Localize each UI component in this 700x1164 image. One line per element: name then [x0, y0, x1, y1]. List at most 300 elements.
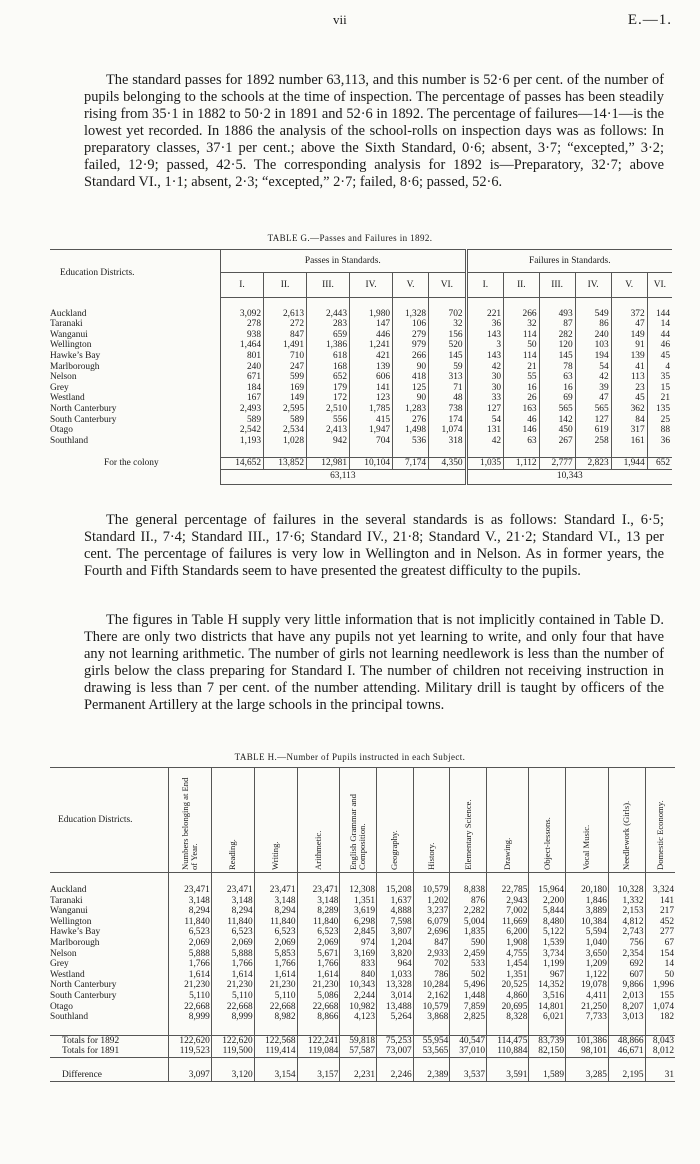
subject-cell: 10,579: [413, 885, 450, 896]
total-cell: 101,386: [566, 1035, 609, 1046]
failures-cell: 55: [504, 372, 540, 383]
subject-cell: 277: [645, 927, 675, 938]
failures-cell: 14: [647, 319, 672, 330]
failures-cell: 46: [647, 340, 672, 351]
subject-cell: 2,244: [340, 991, 377, 1002]
subject-cell: 8,999: [211, 1012, 254, 1023]
total-cell: 59,818: [340, 1035, 377, 1046]
district-name: North Canterbury: [50, 403, 117, 414]
failures-cell: 47: [575, 393, 611, 404]
table-row-totals-1892: [50, 1035, 675, 1046]
subject-cell: 2,013: [608, 991, 645, 1002]
table-row: [50, 436, 672, 447]
table-h-header-row: [50, 768, 675, 873]
subject-cell: 23,471: [297, 885, 340, 896]
district-name: Taranaki: [50, 319, 83, 330]
subject-cell: 1,835: [450, 927, 487, 938]
table-row-totals-1891: [50, 1046, 675, 1057]
total-cell: 75,253: [377, 1035, 414, 1046]
total-cell: 83,739: [529, 1035, 566, 1046]
passes-cell: 1,947: [350, 425, 393, 436]
paragraph-table-h: The figures in Table H supply very little information that is not implicitly contained in Table D. There are only two districts that have any pupils not yet learning to write, and only four that have any not learning arithmetic. The number of girls not learning needlework is less than the number of girls below the class preparing for Standard I. The number of children not receiving instruction in drawing is less than 7 per cent. of the number attending. Military drill is taught by officers of the Permanent Artillery at the large schools in the principal towns.: [84, 612, 664, 713]
failures-cell: 194: [575, 351, 611, 362]
column-header-label: Drawing.: [502, 837, 513, 870]
passes-cell: 1,498: [393, 425, 429, 436]
passes-cell: 240: [221, 362, 264, 373]
subject-cell: 22,668: [211, 1002, 254, 1013]
table-row: [50, 404, 672, 415]
district-name: Grey: [50, 959, 69, 970]
district-name: Nelson: [50, 372, 77, 383]
column-header: [211, 768, 254, 873]
district-name: Taranaki: [50, 895, 83, 906]
failures-cell: 15: [647, 383, 672, 394]
subject-cell: 8,294: [211, 906, 254, 917]
failures-cell: 42: [466, 436, 504, 447]
column-header-label: Needlework (Girls).: [621, 800, 632, 870]
subject-cell: 5,594: [566, 927, 609, 938]
failures-cell: 87: [539, 319, 575, 330]
subject-cell: 4,860: [487, 991, 529, 1002]
subject-cell: 14: [645, 959, 675, 970]
subject-cell: 1,637: [377, 896, 414, 907]
table-row-difference: [50, 1070, 675, 1081]
failures-cell: 113: [611, 372, 647, 383]
subject-cell: 11,669: [487, 917, 529, 928]
district-name: Otago: [50, 1001, 73, 1012]
subject-cell: 8,294: [169, 906, 212, 917]
district-name: Wellington: [50, 340, 92, 351]
subject-cell: 21,250: [566, 1002, 609, 1013]
subject-cell: 13,328: [377, 980, 414, 991]
document-code: E.—1.: [627, 12, 672, 28]
failures-cell: 63: [539, 372, 575, 383]
passes-cell: 738: [429, 404, 467, 415]
subject-cell: 8,982: [254, 1012, 297, 1023]
total-cell: 82,150: [529, 1046, 566, 1057]
column-header: [169, 768, 212, 873]
failures-cell: 221: [466, 309, 504, 320]
failures-cell: 42: [466, 362, 504, 373]
district-name: Otago: [50, 425, 73, 436]
table-row: [50, 415, 672, 426]
passes-cell: 266: [393, 351, 429, 362]
subject-cell: 6,021: [529, 1012, 566, 1023]
difference-cell: 3,591: [487, 1070, 529, 1081]
passes-cell: 536: [393, 436, 429, 447]
totals-1891-label: Totals for 1891: [50, 1046, 169, 1057]
subject-cell: 23,471: [254, 885, 297, 896]
subject-cell: 15,964: [529, 885, 566, 896]
subject-cell: 12,308: [340, 885, 377, 896]
passes-cell: 589: [221, 415, 264, 426]
failures-cell: 146: [504, 425, 540, 436]
total-cell: 55,954: [413, 1035, 450, 1046]
passes-cell: 106: [393, 319, 429, 330]
passes-cell: 421: [350, 351, 393, 362]
table-row: [50, 383, 672, 394]
table-row: [50, 372, 672, 383]
subject-cell: 8,866: [297, 1012, 340, 1023]
subject-cell: 3,013: [608, 1012, 645, 1023]
subject-cell: 10,343: [340, 980, 377, 991]
failures-cell: 372: [611, 309, 647, 320]
passes-cell: 145: [429, 351, 467, 362]
passes-cell: 704: [350, 436, 393, 447]
district-name: North Canterbury: [50, 980, 117, 991]
table-g-passes-header: Passes in Standards.: [221, 250, 467, 273]
column-header-label: Object-lessons.: [541, 817, 552, 870]
failures-cell: 86: [575, 319, 611, 330]
passes-cell: 147: [350, 319, 393, 330]
failures-cell: 145: [539, 351, 575, 362]
total-failures: 10,343: [466, 469, 672, 484]
table-h: [50, 767, 675, 1082]
district-name: Auckland: [50, 308, 87, 319]
table-h-district-header: Education Districts.: [50, 768, 169, 873]
subject-cell: 1,351: [487, 970, 529, 981]
subject-cell: 2,200: [529, 896, 566, 907]
subject-cell: 1,766: [297, 959, 340, 970]
failures-cell: 565: [575, 404, 611, 415]
subject-cell: 4,812: [608, 917, 645, 928]
subject-cell: 702: [413, 959, 450, 970]
passes-cell: 2,595: [264, 404, 307, 415]
subject-cell: 2,943: [487, 896, 529, 907]
failures-cell: 114: [504, 351, 540, 362]
district-name: Wanganui: [50, 906, 88, 917]
passes-cell: 589: [264, 415, 307, 426]
table-g-failures-header: Failures in Standards.: [466, 250, 672, 273]
subject-cell: 10,384: [566, 917, 609, 928]
subject-cell: 22,668: [254, 1002, 297, 1013]
failures-cell: 143: [466, 351, 504, 362]
failures-cell: 149: [611, 330, 647, 341]
failures-cell: 54: [575, 362, 611, 373]
table-g-standard-header: IV.: [350, 273, 393, 298]
failures-cell: 163: [504, 404, 540, 415]
subject-cell: 3,148: [254, 896, 297, 907]
subject-cell: 155: [645, 991, 675, 1002]
subject-cell: 3,807: [377, 927, 414, 938]
table-row: [50, 885, 675, 896]
column-header-label: Numbers belonging at End of Year.: [179, 777, 199, 870]
passes-cell: 652: [307, 372, 350, 383]
failures-cell: 120: [539, 340, 575, 351]
district-name: Wellington: [50, 916, 92, 927]
failures-cell: 39: [575, 383, 611, 394]
colony-failures-cell: 1,112: [504, 457, 540, 469]
table-g-standard-header: I.: [466, 273, 504, 298]
passes-cell: 556: [307, 415, 350, 426]
subject-cell: 5,110: [169, 991, 212, 1002]
subject-cell: 5,086: [297, 991, 340, 1002]
subject-cell: 2,459: [450, 949, 487, 960]
failures-cell: 36: [466, 319, 504, 330]
passes-cell: 32: [429, 319, 467, 330]
failures-cell: 4: [647, 362, 672, 373]
total-cell: 37,010: [450, 1046, 487, 1057]
district-name: Southland: [50, 1012, 89, 1023]
failures-cell: 619: [575, 425, 611, 436]
passes-cell: 2,493: [221, 404, 264, 415]
subject-cell: 22,668: [169, 1002, 212, 1013]
failures-cell: 21: [647, 393, 672, 404]
subject-cell: 840: [340, 970, 377, 981]
failures-cell: 35: [647, 372, 672, 383]
failures-cell: 266: [504, 309, 540, 320]
table-row: [50, 362, 672, 373]
column-header: [487, 768, 529, 873]
failures-cell: 127: [575, 415, 611, 426]
district-name: South Canterbury: [50, 414, 117, 425]
total-cell: 122,620: [169, 1035, 212, 1046]
total-cell: 98,101: [566, 1046, 609, 1057]
subject-cell: 23,471: [211, 885, 254, 896]
subject-cell: 8,328: [487, 1012, 529, 1023]
passes-cell: 139: [350, 362, 393, 373]
subject-cell: 756: [608, 938, 645, 949]
subject-cell: 1,040: [566, 938, 609, 949]
subject-cell: 5,122: [529, 927, 566, 938]
paragraph-passes: The standard passes for 1892 number 63,113, and this number is 52·6 per cent. of the number of pupils belonging to the schools at the time of inspection. The percentage of passes has been steadily rising from 35·1 in 1882 to 50·2 in 1891 and 52·6 in 1892. The percentage of failures—14·1—is the lowest yet recorded. In 1886 the analysis of the school-rolls on inspection days was as follows: In preparatory classes, 37·1 per cent.; above the Sixth Standard, 0·6; absent, 3·7; “excepted,” 3·2; failed, 12·9; passed, 42·5. The corresponding analysis for 1892 is—Preparatory, 32·7; above Standard VI., 1·1; absent, 2·3; “excepted,” 2·7; failed, 8·6; passed, 52·6.: [84, 72, 664, 190]
table-row: [50, 393, 672, 404]
subject-cell: 3,014: [377, 991, 414, 1002]
failures-cell: 161: [611, 436, 647, 447]
subject-cell: 3,169: [340, 949, 377, 960]
passes-cell: 141: [350, 383, 393, 394]
colony-failures-cell: 2,777: [539, 457, 575, 469]
passes-cell: 659: [307, 330, 350, 341]
subject-cell: 1,204: [377, 938, 414, 949]
total-cell: 46,671: [608, 1046, 645, 1057]
subject-cell: 7,598: [377, 917, 414, 928]
table-row: [50, 927, 675, 938]
subject-cell: 22,668: [297, 1002, 340, 1013]
subject-cell: 20,180: [566, 885, 609, 896]
subject-cell: 21,230: [211, 980, 254, 991]
difference-cell: 3,154: [254, 1070, 297, 1081]
column-header-label: Writing.: [270, 841, 281, 870]
subject-cell: 833: [340, 959, 377, 970]
subject-cell: 3,889: [566, 906, 609, 917]
total-passes: 63,113: [221, 469, 467, 484]
total-cell: 110,884: [487, 1046, 529, 1057]
district-name: Nelson: [50, 948, 77, 959]
subject-cell: 1,766: [169, 959, 212, 970]
subject-cell: 154: [645, 949, 675, 960]
passes-cell: 599: [264, 372, 307, 383]
subject-cell: 3,148: [169, 896, 212, 907]
subject-cell: 22,785: [487, 885, 529, 896]
failures-cell: 47: [611, 319, 647, 330]
subject-cell: 452: [645, 917, 675, 928]
difference-cell: 2,246: [377, 1070, 414, 1081]
table-g-standard-header: V.: [611, 273, 647, 298]
table-g-standard-header: VI.: [429, 273, 467, 298]
subject-cell: 14,352: [529, 980, 566, 991]
column-header: [340, 768, 377, 873]
table-row: [50, 991, 675, 1002]
subject-cell: 14,801: [529, 1002, 566, 1013]
subject-cell: 6,523: [169, 927, 212, 938]
subject-cell: 1,846: [566, 896, 609, 907]
subject-cell: 1,033: [377, 970, 414, 981]
subject-cell: 8,999: [169, 1012, 212, 1023]
subject-cell: 11,840: [169, 917, 212, 928]
district-name: Hawke’s Bay: [50, 350, 101, 361]
subject-cell: 5,671: [297, 949, 340, 960]
subject-cell: 2,743: [608, 927, 645, 938]
total-cell: 8,043: [645, 1035, 675, 1046]
failures-cell: 16: [504, 383, 540, 394]
subject-cell: 5,264: [377, 1012, 414, 1023]
subject-cell: 5,110: [211, 991, 254, 1002]
subject-cell: 5,888: [169, 949, 212, 960]
failures-cell: 45: [647, 351, 672, 362]
district-name: Westland: [50, 393, 85, 404]
failures-cell: 258: [575, 436, 611, 447]
subject-cell: 2,162: [413, 991, 450, 1002]
passes-cell: 1,386: [307, 340, 350, 351]
passes-cell: 710: [264, 351, 307, 362]
failures-cell: 50: [504, 340, 540, 351]
subject-cell: 2,069: [254, 938, 297, 949]
subject-cell: 2,282: [450, 906, 487, 917]
total-cell: 122,568: [254, 1035, 297, 1046]
total-cell: 119,523: [169, 1046, 212, 1057]
passes-cell: 671: [221, 372, 264, 383]
difference-cell: 3,157: [297, 1070, 340, 1081]
passes-cell: 313: [429, 372, 467, 383]
district-name: Westland: [50, 969, 85, 980]
failures-cell: 3: [466, 340, 504, 351]
failures-cell: 25: [647, 415, 672, 426]
passes-cell: 272: [264, 319, 307, 330]
subject-cell: 50: [645, 970, 675, 981]
total-cell: 119,500: [211, 1046, 254, 1057]
failures-cell: 143: [466, 330, 504, 341]
table-row: [50, 906, 675, 917]
district-name: Auckland: [50, 885, 87, 895]
district-name: Marlborough: [50, 361, 100, 372]
passes-cell: 446: [350, 330, 393, 341]
subject-cell: 1,996: [645, 980, 675, 991]
failures-cell: 16: [539, 383, 575, 394]
subject-cell: 4,411: [566, 991, 609, 1002]
column-header: [608, 768, 645, 873]
subject-cell: 5,496: [450, 980, 487, 991]
subject-cell: 3,237: [413, 906, 450, 917]
passes-cell: 3,092: [221, 309, 264, 320]
subject-cell: 964: [377, 959, 414, 970]
failures-cell: 493: [539, 309, 575, 320]
colony-passes-cell: 10,104: [350, 457, 393, 469]
table-row: [50, 351, 672, 362]
column-header: [377, 768, 414, 873]
failures-cell: 44: [647, 330, 672, 341]
colony-failures-cell: 652: [647, 457, 672, 469]
passes-cell: 71: [429, 383, 467, 394]
subject-cell: 1,332: [608, 896, 645, 907]
table-row: [50, 340, 672, 351]
subject-cell: 13,488: [377, 1002, 414, 1013]
column-header-label: Elementary Science.: [462, 799, 473, 870]
passes-cell: 1,491: [264, 340, 307, 351]
passes-cell: 90: [393, 362, 429, 373]
failures-cell: 267: [539, 436, 575, 447]
failures-cell: 142: [539, 415, 575, 426]
passes-cell: 1,193: [221, 436, 264, 447]
subject-cell: 3,148: [297, 896, 340, 907]
subject-cell: 3,324: [645, 885, 675, 896]
failures-cell: 46: [504, 415, 540, 426]
subject-cell: 4,755: [487, 949, 529, 960]
passes-cell: 184: [221, 383, 264, 394]
difference-cell: 3,097: [169, 1070, 212, 1081]
column-header: [529, 768, 566, 873]
subject-cell: 1,908: [487, 938, 529, 949]
total-cell: 73,007: [377, 1046, 414, 1057]
colony-label: For the colony: [104, 457, 159, 468]
failures-cell: 26: [504, 393, 540, 404]
subject-cell: 876: [450, 896, 487, 907]
subject-cell: 182: [645, 1012, 675, 1023]
column-header-label: Geography.: [389, 830, 400, 870]
failures-cell: 114: [504, 330, 540, 341]
passes-cell: 318: [429, 436, 467, 447]
passes-cell: 169: [264, 383, 307, 394]
passes-cell: 90: [393, 393, 429, 404]
paragraph-failures: The general percentage of failures in the several standards is as follows: Standard I., 6·5; Standard II., 7·4; Standard III., 17·6; Standard IV., 21·8; Standard V., 21·2; Standard VI., 13 per cent. The percentage of failures is very low in Wellington and in Nelson. As in former years, the Fourth and Fifth Standards seem to have presented the greatest difficulty to the pupils.: [84, 512, 664, 579]
difference-cell: 3,285: [566, 1070, 609, 1081]
failures-cell: 103: [575, 340, 611, 351]
passes-cell: 283: [307, 319, 350, 330]
column-header-label: English Grammar and Composition.: [348, 794, 368, 870]
failures-cell: 144: [647, 309, 672, 320]
subject-cell: 11,840: [254, 917, 297, 928]
failures-cell: 45: [611, 393, 647, 404]
subject-cell: 6,523: [211, 927, 254, 938]
difference-cell: 2,389: [413, 1070, 450, 1081]
subject-cell: 590: [450, 938, 487, 949]
subject-cell: 8,838: [450, 885, 487, 896]
total-cell: 53,565: [413, 1046, 450, 1057]
district-name: Wanganui: [50, 329, 88, 340]
subject-cell: 5,004: [450, 917, 487, 928]
failures-cell: 549: [575, 309, 611, 320]
subject-cell: 2,696: [413, 927, 450, 938]
passes-cell: 2,534: [264, 425, 307, 436]
subject-cell: 5,853: [254, 949, 297, 960]
subject-cell: 2,933: [413, 949, 450, 960]
subject-cell: 1,122: [566, 970, 609, 981]
page-header: [0, 10, 700, 30]
subject-cell: 6,200: [487, 927, 529, 938]
subject-cell: 1,209: [566, 959, 609, 970]
failures-cell: 32: [504, 319, 540, 330]
passes-cell: 847: [264, 330, 307, 341]
passes-cell: 174: [429, 415, 467, 426]
subject-cell: 1,766: [254, 959, 297, 970]
district-name: Hawke’s Bay: [50, 927, 101, 938]
table-row: [50, 949, 675, 960]
failures-cell: 282: [539, 330, 575, 341]
passes-cell: 1,283: [393, 404, 429, 415]
subject-cell: 3,516: [529, 991, 566, 1002]
subject-cell: 6,523: [297, 927, 340, 938]
table-row: [50, 980, 675, 991]
